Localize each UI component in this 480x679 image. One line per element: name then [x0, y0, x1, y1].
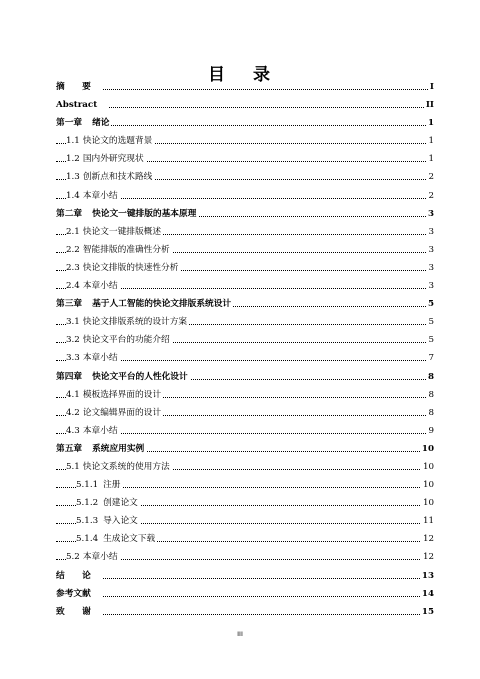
toc-entry-text: 本章小结 [82, 552, 118, 563]
toc-entry-label [56, 96, 109, 114]
toc-entry-number: 4.3 [66, 425, 80, 436]
toc-entry-page: 1 [426, 150, 434, 168]
toc-entry-text: 快论文一键排版概述 [82, 226, 162, 237]
toc-entry-number: 第五章 [56, 443, 83, 454]
dot-leader [56, 125, 434, 126]
toc-entry-number: 5.1.2 [76, 498, 99, 509]
toc-entry-label [56, 567, 103, 585]
toc-entry[interactable] [56, 530, 434, 548]
toc-entry-text: 创新点和技术路线 [82, 172, 153, 183]
toc-entry[interactable] [56, 494, 434, 512]
toc-entry-page: 10 [421, 476, 434, 494]
toc-entry-text: 注册 [103, 480, 121, 491]
toc-entry-page: 3 [426, 223, 434, 241]
toc-entry-number: 致 谢 [56, 606, 91, 617]
toc-entry-text: 论文编辑界面的设计 [82, 407, 162, 418]
toc-entry-label [66, 150, 146, 168]
page-number-footer: III [237, 630, 243, 638]
toc-entry-number: 3.2 [66, 335, 80, 346]
toc-entry-number: 5.1.4 [76, 534, 99, 545]
toc-entry-text: 快论文系统的使用方法 [82, 461, 170, 472]
toc-entry-text: 智能排版的准确性分析 [82, 244, 170, 255]
toc-entry-number: 第二章 [56, 208, 83, 219]
toc-entry-label [66, 458, 172, 476]
toc-entry-page: 1 [426, 114, 434, 132]
toc-entry-number: 第四章 [56, 371, 83, 382]
toc-entry-label [56, 78, 103, 96]
toc-entry-page: 10 [420, 440, 434, 458]
toc-entry-label [76, 476, 122, 494]
toc-entry[interactable] [56, 386, 434, 404]
toc-entry-number: 5.1.1 [76, 480, 99, 491]
dot-leader [56, 614, 434, 615]
toc-entry[interactable] [56, 603, 434, 621]
toc-entry-page: 10 [421, 494, 434, 512]
toc-entry[interactable] [56, 422, 434, 440]
toc-entry-number: 2.4 [66, 281, 80, 292]
toc-entry[interactable] [56, 114, 434, 132]
toc-entry[interactable] [56, 187, 434, 205]
toc-entry[interactable] [56, 585, 434, 603]
toc-entry-label [76, 512, 140, 530]
toc-entry-number: 3.3 [66, 353, 80, 364]
toc-entry-text: 快论文平台的功能介绍 [82, 335, 170, 346]
toc-entry[interactable] [56, 349, 434, 367]
toc-entry-number: 2.2 [66, 244, 80, 255]
toc-entry-text: 创建论文 [103, 498, 138, 509]
toc-entry-text: 本章小结 [82, 425, 118, 436]
toc-entry-label [76, 530, 157, 548]
toc-entry-label [56, 114, 111, 132]
toc-entry[interactable] [56, 295, 434, 313]
toc-entry-number: 第一章 [56, 118, 83, 129]
toc-entry-page: 2 [426, 168, 434, 186]
dot-leader [56, 578, 434, 579]
toc-entry-label [66, 386, 163, 404]
toc-entry-text: 快论文排版系统的设计方案 [82, 317, 188, 328]
toc-entry-text: 快论文排版的快速性分析 [82, 262, 179, 273]
toc-entry[interactable] [56, 259, 434, 277]
toc-entry-page: 12 [421, 530, 434, 548]
toc-entry-text: 快论文平台的人性化设计 [92, 371, 188, 382]
toc-entry-label [66, 168, 154, 186]
toc-entry-label [56, 368, 190, 386]
dot-leader [56, 596, 434, 597]
toc-entry-label [66, 422, 120, 440]
dot-leader [56, 89, 434, 90]
toc-entry-text: 本章小结 [82, 353, 118, 364]
toc-entry-number: 5.2 [66, 552, 80, 563]
toc-entry-page: 3 [426, 205, 434, 223]
toc-entry-number: 结 论 [56, 570, 91, 581]
toc-entry-number: 4.1 [66, 389, 80, 400]
toc-entry[interactable] [56, 277, 434, 295]
toc-entry-number: 参考文献 [56, 588, 91, 599]
table-of-contents [56, 78, 434, 621]
toc-entry[interactable] [56, 567, 434, 585]
toc-entry-page: 9 [426, 422, 434, 440]
toc-entry[interactable] [56, 458, 434, 476]
toc-entry[interactable] [56, 313, 434, 331]
toc-entry-page: 1 [426, 132, 434, 150]
toc-title-char-2: 录 [253, 65, 272, 85]
toc-entry[interactable] [56, 223, 434, 241]
toc-entry-page: 10 [421, 458, 434, 476]
toc-entry-page: 5 [426, 295, 434, 313]
toc-entry-label [66, 241, 172, 259]
toc-entry-label [56, 603, 103, 621]
dot-leader [56, 107, 434, 108]
toc-entry-label [56, 205, 198, 223]
toc-entry-number: 1.1 [66, 136, 80, 147]
toc-entry-page: 5 [426, 313, 434, 331]
toc-entry-text: 绪论 [92, 118, 110, 129]
toc-entry[interactable] [56, 331, 434, 349]
toc-entry-page: 8 [426, 386, 434, 404]
toc-entry-text: 快论文的选题背景 [82, 136, 153, 147]
toc-entry-number: 1.3 [66, 172, 80, 183]
toc-entry-text: 快论文一键排版的基本原理 [92, 208, 197, 219]
toc-entry[interactable] [56, 150, 434, 168]
toc-entry-number: 2.1 [66, 226, 80, 237]
toc-entry-number: 2.3 [66, 262, 80, 273]
toc-entry[interactable] [56, 368, 434, 386]
toc-entry[interactable] [56, 132, 434, 150]
toc-entry-page: I [428, 78, 434, 96]
toc-entry-page: 8 [426, 368, 434, 386]
toc-entry[interactable] [56, 548, 434, 566]
toc-entry[interactable] [56, 440, 434, 458]
toc-entry-page: 15 [420, 603, 434, 621]
toc-entry-page: 7 [426, 349, 434, 367]
toc-entry-number: Abstract [56, 100, 98, 111]
toc-entry-page: 14 [420, 585, 434, 603]
toc-entry-text: 系统应用实例 [92, 443, 145, 454]
toc-title-char-1: 目 [208, 65, 227, 85]
toc-entry-page: 3 [426, 277, 434, 295]
toc-entry-label [66, 331, 172, 349]
toc-entry-number: 5.1.3 [76, 516, 99, 527]
toc-entry-number: 1.2 [66, 154, 80, 165]
toc-entry-page: 3 [426, 259, 434, 277]
toc-entry-label [66, 132, 154, 150]
toc-entry-page: II [424, 96, 434, 114]
toc-entry-number: 1.4 [66, 190, 80, 201]
toc-entry-label [66, 404, 163, 422]
toc-entry-label [66, 313, 189, 331]
toc-entry-label [56, 440, 146, 458]
toc-entry-label [56, 585, 103, 603]
toc-entry[interactable] [56, 512, 434, 530]
toc-entry-number: 摘 要 [56, 82, 91, 92]
toc-entry-number: 5.1 [66, 461, 80, 472]
toc-entry-label [66, 548, 120, 566]
toc-entry-text: 本章小结 [82, 281, 118, 292]
toc-entry-text: 国内外研究现状 [82, 154, 144, 165]
toc-entry-page: 13 [420, 567, 434, 585]
toc-entry-label [76, 494, 140, 512]
toc-entry[interactable] [56, 96, 434, 114]
toc-entry-label [66, 349, 120, 367]
toc-entry-label [56, 295, 233, 313]
toc-entry-label [66, 259, 180, 277]
toc-entry[interactable] [56, 168, 434, 186]
toc-entry-number: 4.2 [66, 407, 80, 418]
toc-entry[interactable] [56, 205, 434, 223]
toc-entry[interactable] [56, 241, 434, 259]
toc-entry[interactable] [56, 78, 434, 96]
toc-entry-text: 本章小结 [82, 190, 118, 201]
toc-entry[interactable] [56, 404, 434, 422]
toc-entry-text: 基于人工智能的快论文排版系统设计 [92, 299, 232, 310]
toc-entry-page: 2 [426, 187, 434, 205]
toc-entry-number: 第三章 [56, 299, 83, 310]
toc-entry-text: 生成论文下载 [103, 534, 156, 545]
toc-entry-page: 11 [421, 512, 434, 530]
toc-entry-label [66, 277, 120, 295]
toc-entry[interactable] [56, 476, 434, 494]
toc-entry-page: 12 [421, 548, 434, 566]
toc-entry-page: 5 [426, 331, 434, 349]
toc-entry-label [66, 223, 163, 241]
toc-entry-number: 3.1 [66, 317, 80, 328]
toc-entry-text: 导入论文 [103, 516, 138, 527]
toc-entry-page: 8 [426, 404, 434, 422]
toc-entry-page: 3 [426, 241, 434, 259]
toc-entry-text: 模板选择界面的设计 [82, 389, 162, 400]
toc-entry-label [66, 187, 120, 205]
